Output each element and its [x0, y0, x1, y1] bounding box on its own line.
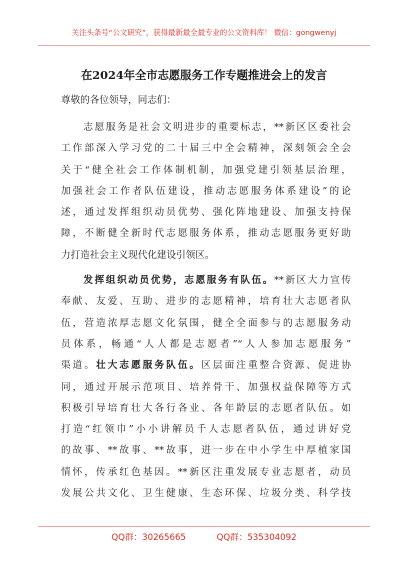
- body-line-text: 力打造社会主义现代化建设引领区。: [61, 249, 215, 261]
- body-line: [61, 202, 351, 223]
- body-line: [61, 223, 351, 244]
- header-banner: 关注头条号“公文研究”，获得最新最全最专业的公文资料库！ 微信：gongwenyj: [71, 28, 337, 37]
- body-line-text: 积极引导培育壮大各行各业、各年龄层的志愿者队伍。如: [61, 402, 351, 414]
- header-divider: [38, 45, 370, 46]
- footer: [0, 531, 408, 543]
- body-line-text: 关于“健全社会工作体制机制，加强党建引领基层治理，: [61, 164, 351, 176]
- body-line: [61, 291, 351, 312]
- body-line: [61, 377, 351, 398]
- body-line-text: 伍，营造浓厚志愿文化氛围，健全全面参与的志愿服务动: [61, 317, 351, 329]
- body-line-text: 障，不断健全新时代志愿服务体系，推动志愿服务更好助: [61, 228, 351, 240]
- body-line-text: 情怀，传承红色基因。**新区注重发展专业志愿者，动员: [61, 466, 351, 478]
- body-line: [61, 245, 351, 266]
- body-line: [61, 270, 351, 291]
- salutation: 尊敬的各位领导，同志们：: [61, 95, 177, 106]
- body-line-text: 发展公共文化、卫生健康、生态环保、垃圾分类、科学技: [61, 488, 351, 500]
- body-line: [61, 181, 351, 202]
- body-line-text: 工作部深入学习党的二十届三中全会精神，深刻领会全会: [61, 143, 351, 155]
- body-line: [61, 355, 351, 376]
- footer-divider: [38, 526, 370, 527]
- body-line: [61, 117, 351, 138]
- footer-qq-group-1: QQ群：30265665: [111, 533, 186, 543]
- body-line-text: 渠道。: [61, 360, 97, 372]
- body-line-heading: 壮大志愿服务队伍。: [96, 360, 202, 372]
- body-line-text: 同，通过开展示范项目、培养骨干、加强权益保障等方式: [61, 381, 351, 393]
- body-line-text: 打造“红领巾”小小讲解员千人志愿者队伍，通过讲好党: [61, 424, 351, 436]
- footer-qq-group-2: QQ群：535304092: [216, 533, 297, 543]
- body-line: [61, 334, 351, 355]
- body-line: [61, 483, 351, 504]
- body-text: [61, 117, 351, 504]
- body-line: [61, 440, 351, 461]
- body-line-text: 奉献、友爱、互助、进步的志愿精神，培育壮大志愿者队: [61, 296, 351, 308]
- body-line-text: 区层面注重整合资源、促进协: [201, 360, 352, 372]
- body-line: [61, 160, 351, 181]
- body-line-text: 的故事、**故事、**故事，进一步在中小学生中厚植家国: [61, 445, 351, 457]
- body-line-text: 加强社会工作者队伍建设，推动志愿服务体系建设”的论: [61, 185, 351, 197]
- body-line-heading: 发挥组织动员优势，志愿服务有队伍。: [61, 275, 275, 287]
- body-line-text: 述，通过发挥组织动员优势、强化阵地建设、加强支持保: [61, 207, 351, 219]
- page-title: 在2024年全市志愿服务工作专题推进会上的发言: [80, 68, 328, 82]
- body-line: [61, 138, 351, 159]
- body-line: [61, 313, 351, 334]
- body-line-text: 志愿服务是社会文明进步的重要标志，**新区区委社会: [61, 122, 351, 133]
- body-line-text: 员体系，畅通“人人都是志愿者”“人人参加志愿服务”: [61, 338, 351, 350]
- body-line-text: **新区大力宣传: [274, 275, 352, 287]
- body-line: [61, 398, 351, 419]
- body-line: [61, 419, 351, 440]
- body-line: [61, 462, 351, 483]
